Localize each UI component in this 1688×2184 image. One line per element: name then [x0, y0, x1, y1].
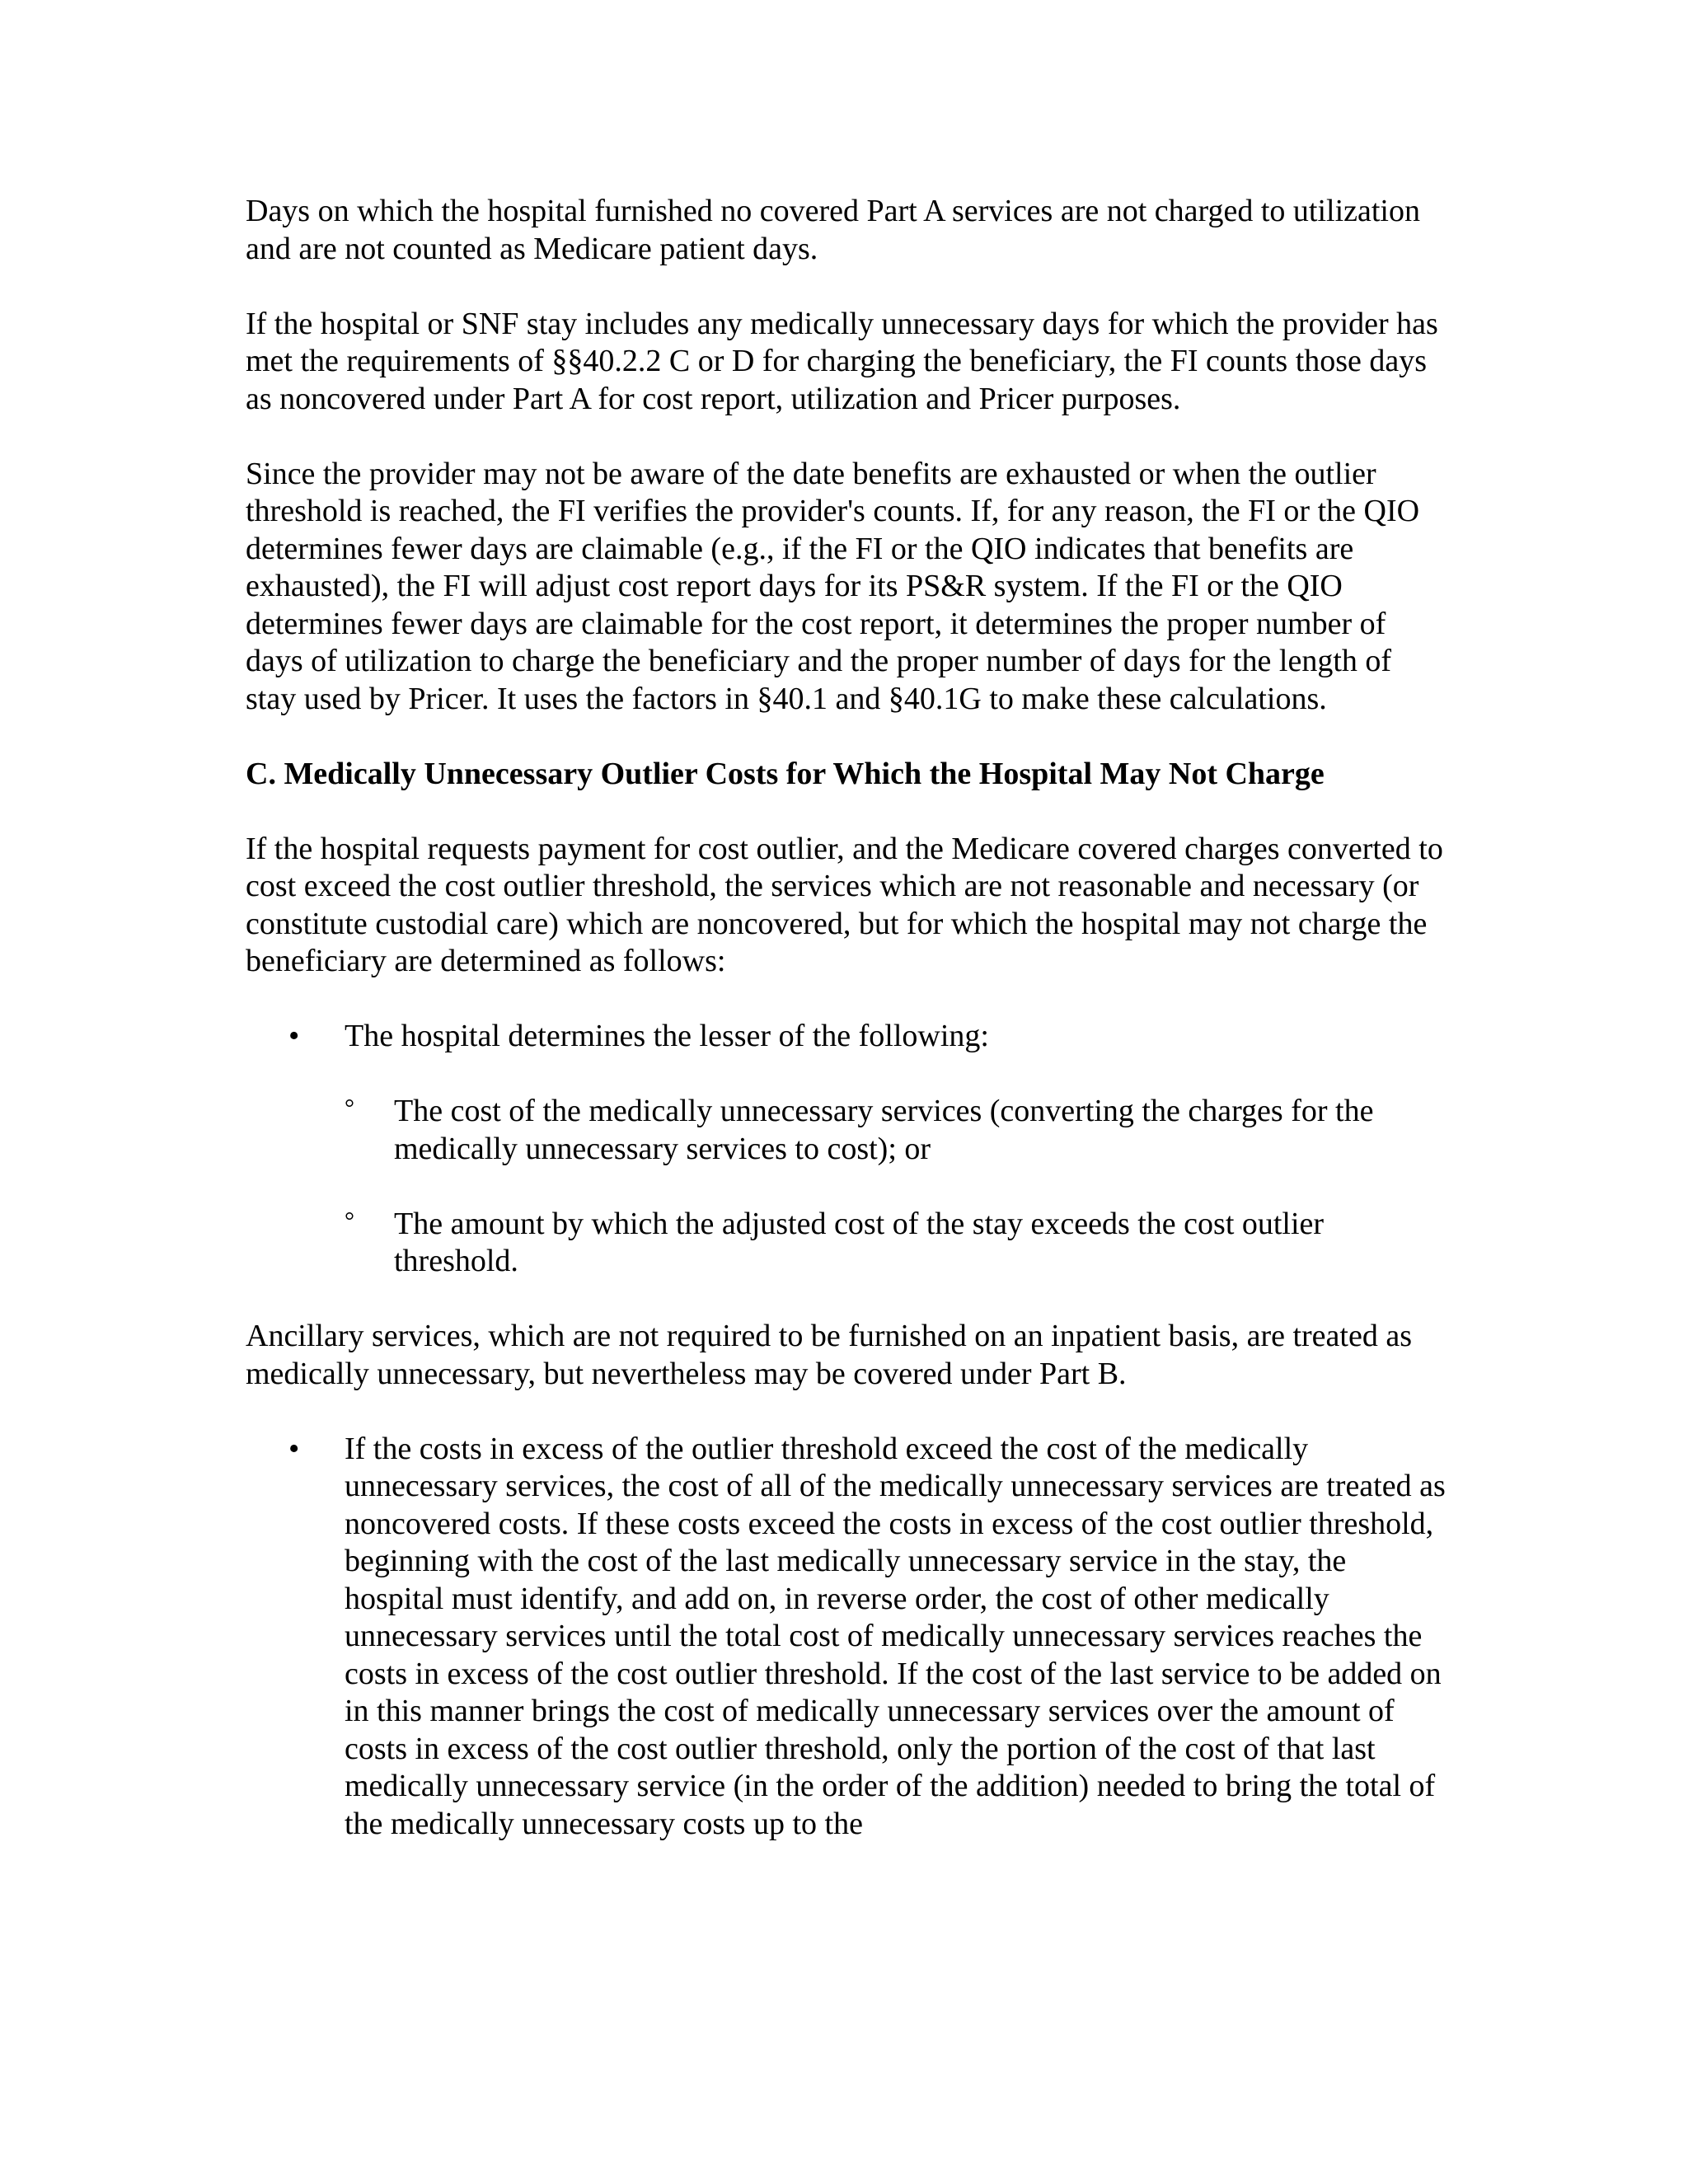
sub-item-amount-exceeding	[246, 1206, 1449, 1281]
sub-item-text: The cost of the medically unnecessary services (converting the charges for the medically unnecessary services to cost); or	[394, 1094, 1374, 1166]
bullet-lesser-of	[246, 1018, 1449, 1056]
paragraph-noncovered-days: Days on which the hospital furnished no covered Part A services are not charged to utilization and are not counted as Medicare patient days.	[246, 194, 1420, 266]
paragraph-medically-unnecessary-days: If the hospital or SNF stay includes any medically unnecessary days for which the provider has met the requirements of §§40.2.2 C or D for charging the beneficiary, the FI counts those days as noncovered under Part A for cost report, utilization and Pricer purposes.	[246, 306, 1438, 416]
bullet-text: If the costs in excess of the outlier threshold exceed the cost of the medically unnecessary services, the cost of all of the medically unnecessary services are treated as noncovered costs. If these costs exceed the costs in excess of the cost outlier threshold, beginning with the cost of the last medically unnecessary service in the stay, the hospital must identify, and add on, in reverse order, the cost of other medically unnecessary services until the total cost of medically unnecessary services reaches the costs in excess of the cost outlier threshold. If the cost of the last service to be added on in this manner brings the cost of medically unnecessary services over the amount of costs in excess of the cost outlier threshold, only the portion of the cost of that last medically unnecessary service (in the order of the addition) needed to bring the total of the medically unnecessary costs up to the	[345, 1431, 1446, 1841]
sub-item-cost-of-services	[246, 1093, 1449, 1168]
paragraph-fi-verification: Since the provider may not be aware of the date benefits are exhausted or when the outlier threshold is reached, the FI verifies the provider's counts. If, for any reason, the FI or the QIO determines fewer days are claimable (e.g., if the FI or the QIO indicates that benefits are exhausted), the FI will adjust cost report days for its PS&R system. If the FI or the QIO determines fewer days are claimable for the cost report, it determines the proper number of days of utilization to charge the beneficiary and the proper number of days for the length of stay used by Pricer. It uses the factors in §40.1 and §40.1G to make these calculations.	[246, 456, 1420, 716]
paragraph-ancillary-services: Ancillary services, which are not required to be furnished on an inpatient basis, are treated as medically unnecessary, but nevertheless may be covered under Part B.	[246, 1319, 1412, 1391]
bullet-marker: •	[288, 1431, 300, 1466]
sub-bullet-marker: °	[345, 1207, 354, 1235]
document-body	[246, 193, 1449, 1843]
bullet-marker: •	[288, 1019, 300, 1053]
sub-item-text: The amount by which the adjusted cost of the stay exceeds the cost outlier threshold.	[394, 1206, 1325, 1278]
section-c-intro: If the hospital requests payment for cost outlier, and the Medicare covered charges converted to cost exceed the cost outlier threshold, the services which are not reasonable and necessary (or constitute custodial care) which are noncovered, but for which the hospital may not charge the beneficiary are determined as follows:	[246, 831, 1443, 978]
bullet-excess-costs	[246, 1431, 1449, 1844]
sub-bullet-marker: °	[345, 1094, 354, 1122]
bullet-text: The hospital determines the lesser of the following:	[345, 1019, 989, 1053]
section-c-heading: C. Medically Unnecessary Outlier Costs for Which the Hospital May Not Charge	[246, 756, 1325, 791]
